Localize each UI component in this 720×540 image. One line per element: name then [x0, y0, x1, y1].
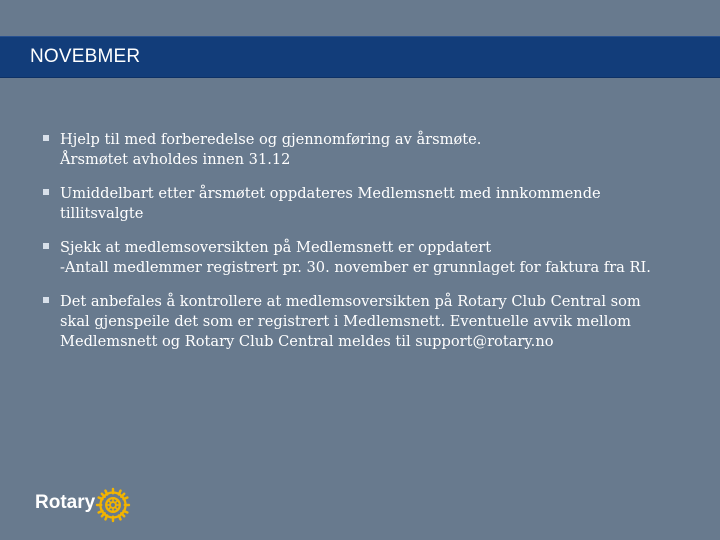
rotary-logo	[35, 485, 145, 523]
square-bullet-icon	[43, 297, 49, 303]
square-bullet-icon	[43, 189, 49, 195]
bullet-line: Det anbefales å kontrollere at medlemsoversikten på Rotary Club Central som	[60, 293, 641, 310]
logo-wordmark: Rotary	[35, 492, 96, 513]
bullet-line: Hjelp til med forberedelse og gjennomføring av årsmøte.	[60, 131, 482, 148]
bullet-item	[39, 238, 689, 278]
bullet-line: Medlemsnett og Rotary Club Central meldes til support@rotary.no	[60, 333, 554, 350]
slide-title: NOVEBMER	[30, 46, 141, 67]
bullet-item	[39, 292, 689, 352]
rotary-wheel-icon	[94, 486, 132, 524]
bullet-line: tillitsvalgte	[60, 205, 144, 222]
bullet-item	[39, 184, 689, 224]
bullet-item	[39, 130, 689, 170]
bullet-line: skal gjenspeile det som er registrert i Medlemsnett. Eventuelle avvik mellom	[60, 313, 631, 330]
square-bullet-icon	[43, 135, 49, 141]
square-bullet-icon	[43, 243, 49, 249]
bullet-line: -Antall medlemmer registrert pr. 30. november er grunnlaget for faktura fra RI.	[60, 259, 651, 276]
bullet-line: Umiddelbart etter årsmøtet oppdateres Medlemsnett med innkommende	[60, 185, 601, 202]
bullet-line: Årsmøtet avholdes innen 31.12	[60, 151, 291, 168]
bullet-list	[39, 130, 689, 366]
bullet-line: Sjekk at medlemsoversikten på Medlemsnett er oppdatert	[60, 239, 492, 256]
title-band	[0, 36, 720, 78]
